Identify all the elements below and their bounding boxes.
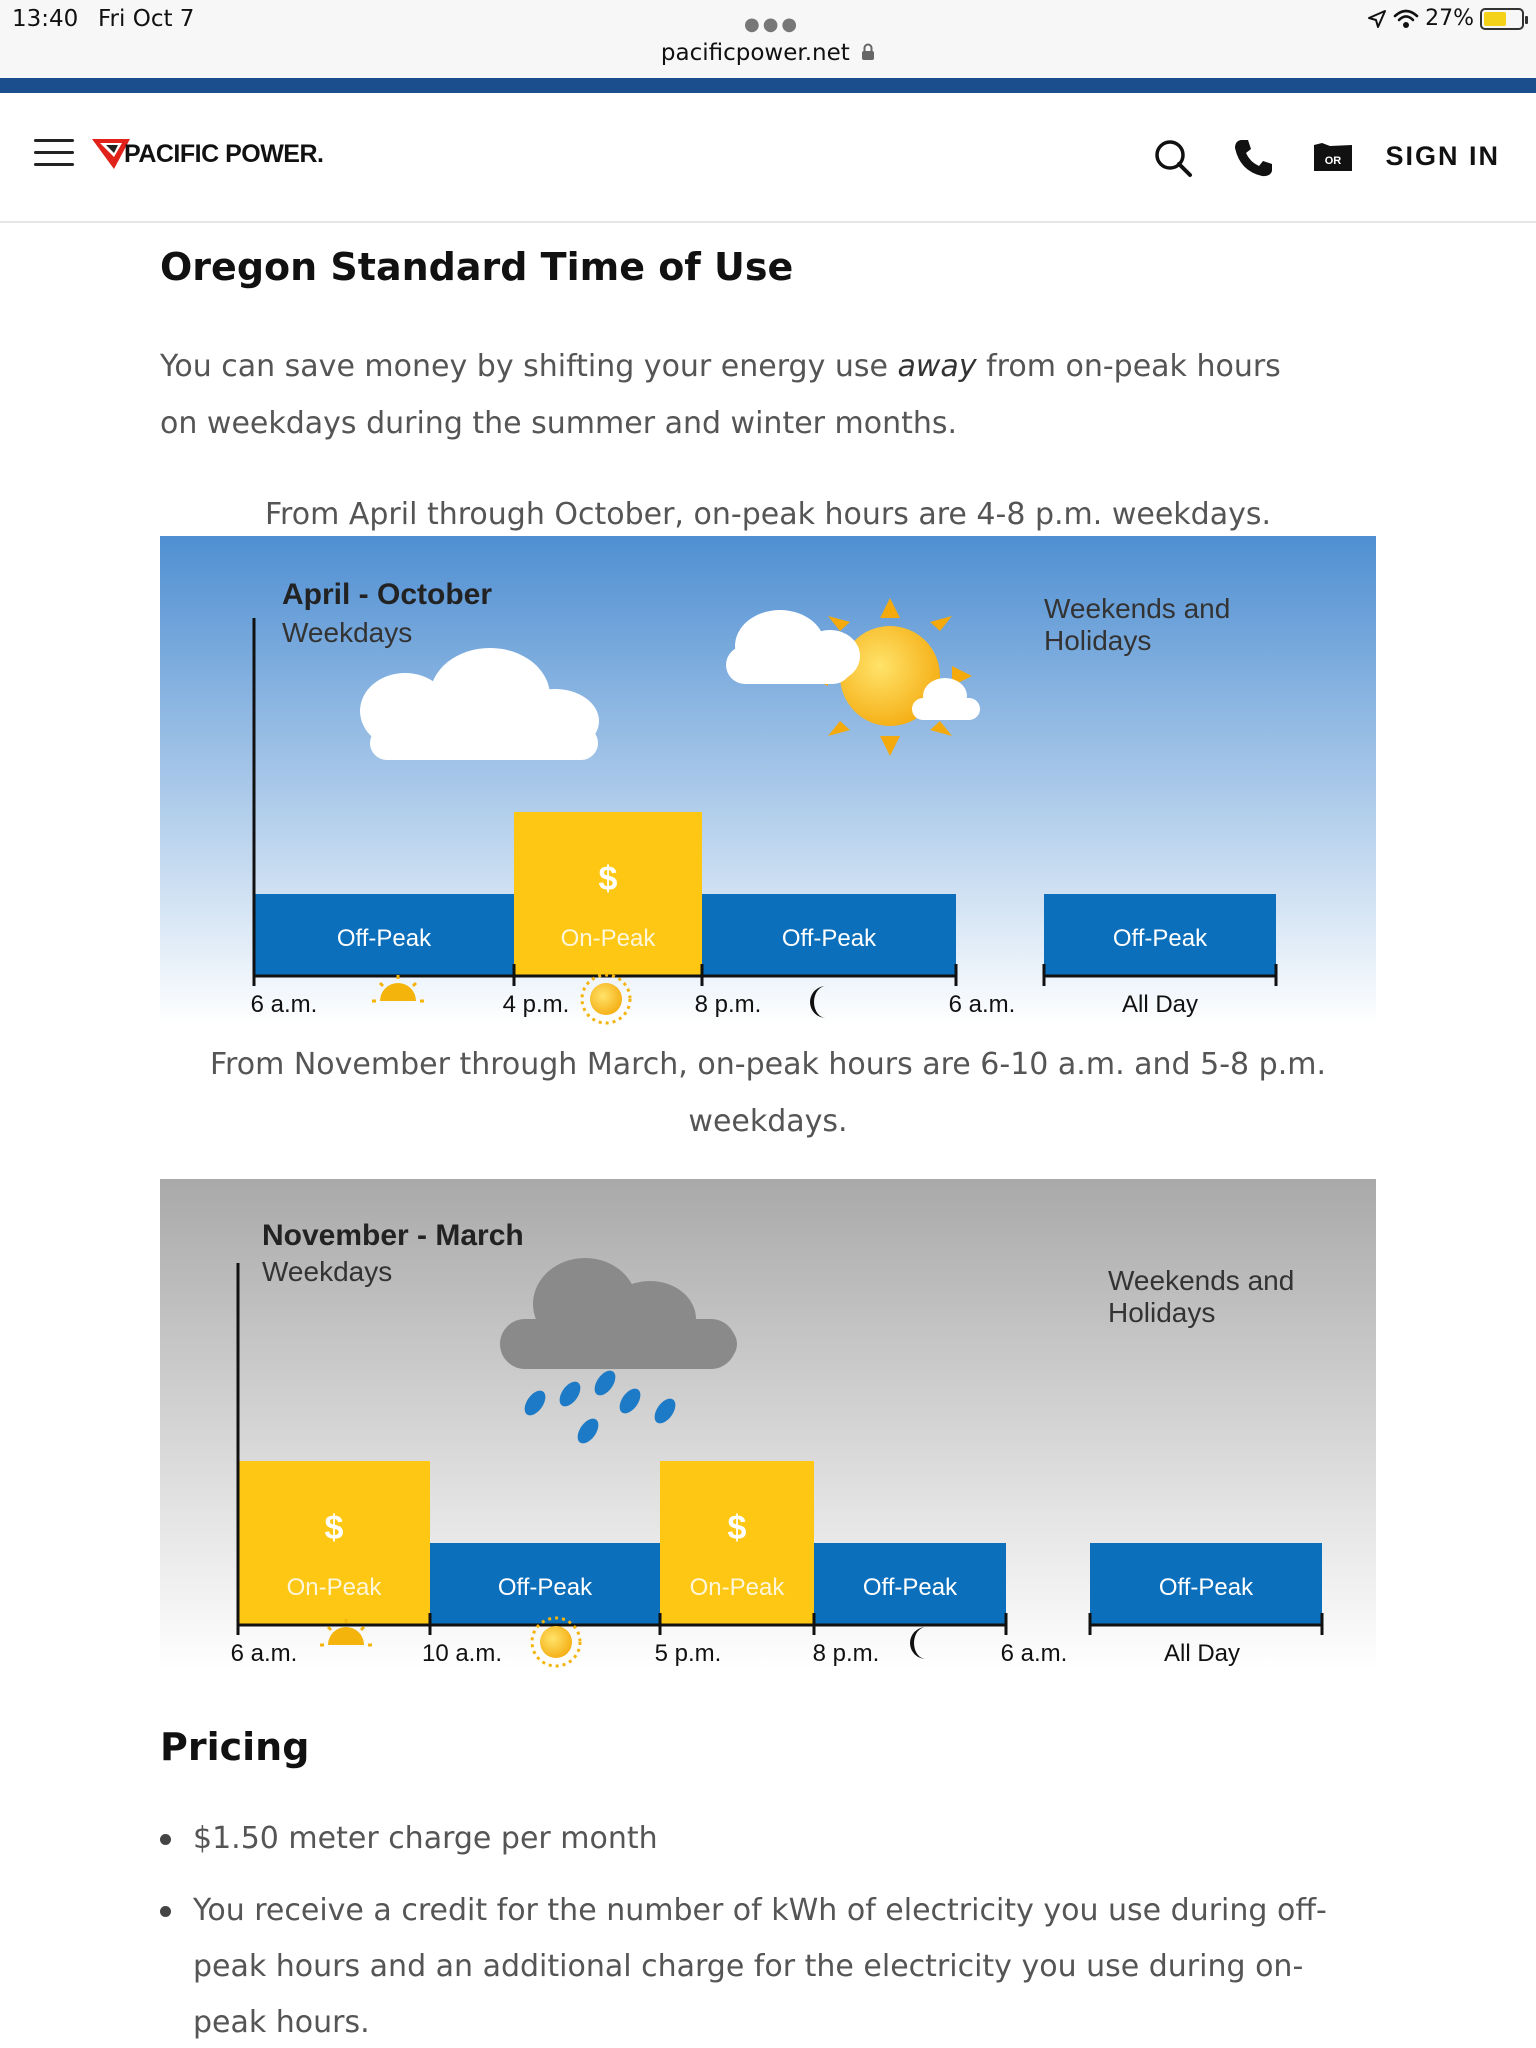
pricing-list [160,1811,1360,2048]
chart-subtitle: Weekdays [262,1256,393,1287]
tick-label: 10 a.m. [421,1640,503,1667]
dollar-sign: $ [598,860,618,898]
address-bar[interactable] [0,40,1536,66]
segment-label: Off-Peak [497,1574,593,1601]
winter-caption: From November through March, on-peak hours are 6-10 a.m. and 5-8 p.m. weekdays. [209,1047,1326,1139]
summer-caption: From April through October, on-peak hours are 4-8 p.m. weekdays. [264,497,1271,532]
chart-subtitle: Weekdays [282,617,413,648]
site-header [0,93,1536,223]
more-dots-icon[interactable]: ●●● [744,14,801,35]
pacific-power-logo[interactable] [92,137,323,171]
tick-label: All Day [1163,1640,1241,1667]
dollar-sign: $ [727,1509,747,1547]
tick-label: 4 p.m. [502,991,570,1018]
location-arrow-icon [1367,9,1387,29]
tick-label: 5 p.m. [654,1640,722,1667]
status-time: 13:40 [12,6,79,32]
segment-label: Off-Peak [1112,925,1208,952]
lock-icon [861,43,875,61]
segment-label: On-Peak [560,925,656,952]
phone-icon[interactable] [1232,137,1274,179]
segment-label: Off-Peak [781,925,877,952]
list-item: You receive a credit for the number of kWh of electricity you use during off-peak hours and an additional charge for the electricity you use during on-peak hours. [160,1883,1360,2048]
dollar-sign: $ [324,1509,344,1547]
chart-title: November - March [262,1219,524,1252]
state-badge: OR [1324,155,1342,167]
battery-percent: 27% [1425,6,1474,31]
segment-label: Off-Peak [862,1574,958,1601]
tick-label: 8 p.m. [812,1640,880,1667]
tick-label: 6 a.m. [948,991,1016,1018]
summer-time-of-use-chart [160,536,1376,1026]
status-bar [0,0,1536,78]
menu-icon[interactable] [34,139,74,167]
search-icon[interactable] [1152,137,1194,179]
tick-label: 6 a.m. [250,991,318,1018]
intro-emphasis: away [897,349,977,384]
winter-chart-svg [160,1179,1376,1669]
tick-label: 6 a.m. [230,1640,298,1667]
segment-label: On-Peak [286,1574,382,1601]
status-indicators [1367,6,1524,31]
summer-chart-svg [160,536,1376,1026]
chart-title: April - October [282,578,493,611]
wifi-icon [1393,9,1419,29]
tick-label: 6 a.m. [1000,1640,1068,1667]
brand-stripe [0,78,1536,93]
pricing-title: Pricing [160,1725,310,1769]
intro-paragraph [160,338,1300,452]
segment-label: Off-Peak [1158,1574,1254,1601]
intro-text-start: You can save money by shifting your energy use [160,349,898,384]
battery-icon [1480,8,1524,30]
winter-time-of-use-chart [160,1179,1376,1669]
page-title: Oregon Standard Time of Use [160,245,794,289]
weekend-label: Weekends and Holidays [1108,1265,1295,1328]
segment-label: On-Peak [689,1574,785,1601]
tick-label: 8 p.m. [694,991,762,1018]
tick-label: All Day [1121,991,1199,1018]
segment-label: Off-Peak [336,925,432,952]
state-selector-icon[interactable] [1312,137,1354,179]
weekend-label: Weekends and Holidays [1044,593,1231,656]
list-item: $1.50 meter charge per month [160,1811,1360,1867]
intro-text-end: from on-peak hours on weekdays during the summer and winter months. [160,349,1281,441]
status-date: Fri Oct 7 [98,6,195,32]
url-text: pacificpower.net [660,40,850,66]
logo-text: PACIFIC POWER. [124,139,324,168]
sign-in-link[interactable]: SIGN IN [1385,141,1500,171]
